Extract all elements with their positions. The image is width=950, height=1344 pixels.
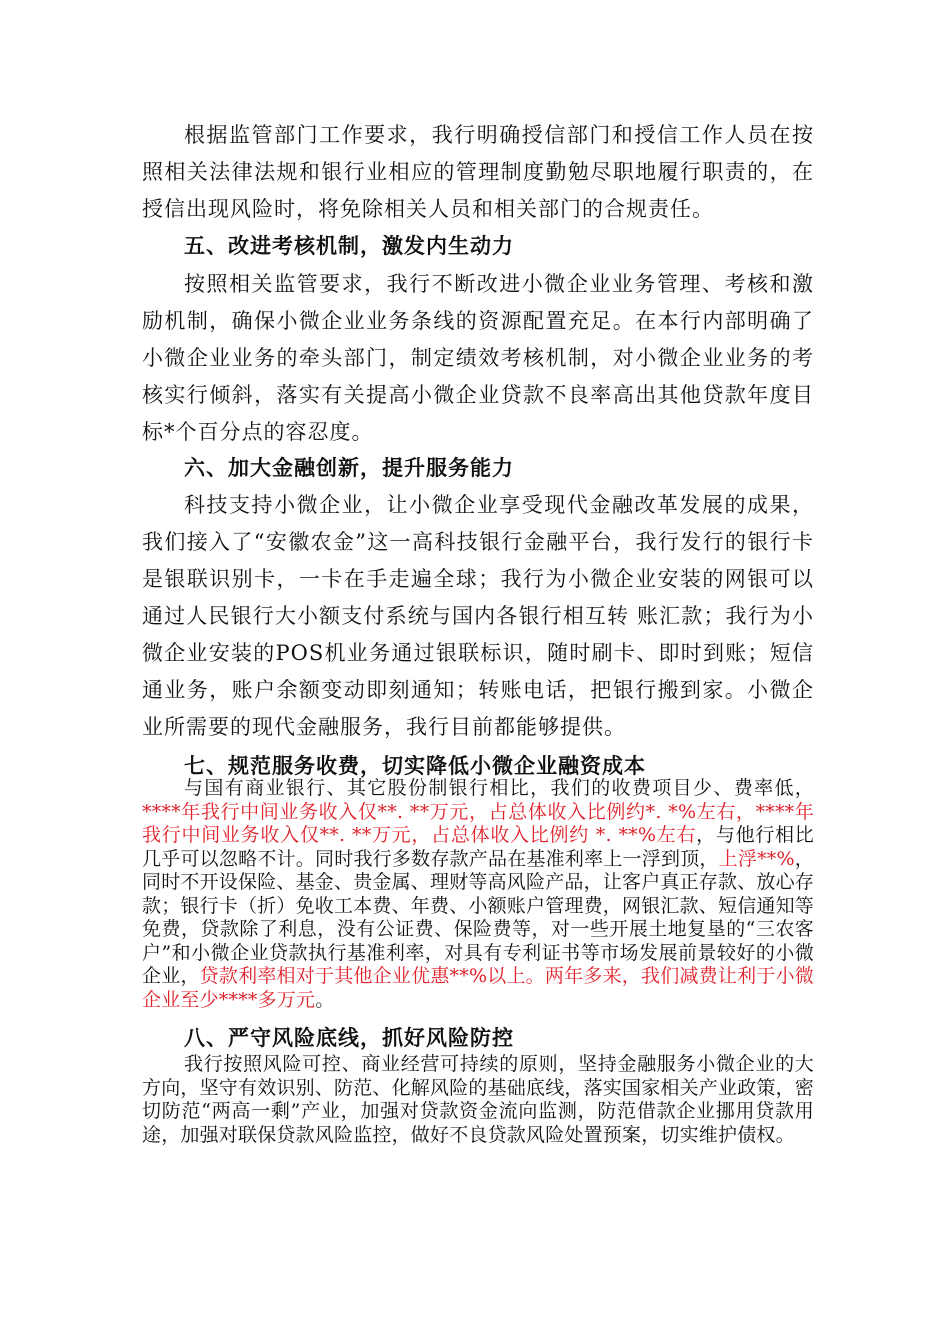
heading-section-7: 七、规范服务收费，切实降低小微企业融资成本 [184, 753, 646, 778]
fee-highlight-discount: 贷款利率相对于其他企业优惠**%以上。两年多来，我们减费让利于小微企业至少****多万元 [142, 965, 814, 1011]
paragraph-section-5: 按照相关监管要求，我行不断改进小微企业业务管理、考核和激励机制，确保小微企业业务条线的资源配置充足。在本行内部明确了小微企业业务的牵头部门，制定绩效考核机制，对小微企业业务的考核实行倾斜，落实有关提高小微企业贷款不良率高出其他贷款年度目标*个百分点的容忍度。 [142, 272, 814, 444]
heading-section-5: 五、改进考核机制，激发内生动力 [184, 233, 514, 258]
fee-text-4: 。 [315, 988, 335, 1011]
fee-text-2: ，与他行相比几乎可以忽略不计。同时我行多数存款产品在基准利率上一浮到顶， [142, 824, 814, 870]
heading-section-8: 八、严守风险底线，抓好风险防控 [184, 1025, 514, 1050]
paragraph-section-7 [142, 777, 814, 1012]
paragraph-liability-exemption: 根据监管部门工作要求，我行明确授信部门和授信工作人员在按照相关法律法规和银行业相应的管理制度勤勉尽职地履行职责的，在授信出现风险时，将免除相关人员和相关部门的合规责任。 [142, 123, 814, 221]
fee-highlight-income: ****年我行中间业务收入仅**. **万元，占总体收入比例约*. *%左右，****年我行中间业务收入仅**. **万元，占总体收入比例约 *. **%左右 [142, 800, 814, 846]
heading-section-6: 六、加大金融创新，提升服务能力 [184, 455, 514, 480]
fee-highlight-rate: 上浮**% [718, 847, 795, 870]
fee-text-3: ，同时不开设保险、基金、贵金属、理财等高风险产品，让客户真正存款、放心存款；银行卡（折）免收工本费、年费、小额账户管理费，网银汇款、短信通知等免费，贷款除了利息，没有公证费、保险费等，对一些开展土地复垦的“三农客户”和小微企业贷款执行基准利率，对具有专利证书等市场发展前景较好的小微企业， [142, 847, 815, 987]
paragraph-section-6: 科技支持小微企业，让小微企业享受现代金融改革发展的成果，我们接入了“安徽农金”这一高科技银行金融平台，我行发行的银行卡是银联识别卡，一卡在手走遍全球；我行为小微企业安装的网银可以通过人民银行大小额支付系统与国内各银行相互转 账汇款；我行为小微企业安装的POS机业务通过银联标识，随时刷卡、即时到账；短信通业务，账户余额变动即刻通知；转账电话，把银行搬到家。小微企业所需要的现代金融服务，我行目前都能够提供。 [142, 493, 814, 739]
fee-text-1: 与国有商业银行、其它股份制银行相比，我们的收费项目少、费率低， [184, 777, 814, 799]
paragraph-section-8: 我行按照风险可控、商业经营可持续的原则，坚持金融服务小微企业的大方向，坚守有效识别、防范、化解风险的基础底线，落实国家相关产业政策，密切防范“两高一剩”产业，加强对贷款资金流向监测，防范借款企业挪用贷款用途，加强对联保贷款风险监控，做好不良贷款风险处置预案，切实维护债权。 [142, 1053, 815, 1146]
